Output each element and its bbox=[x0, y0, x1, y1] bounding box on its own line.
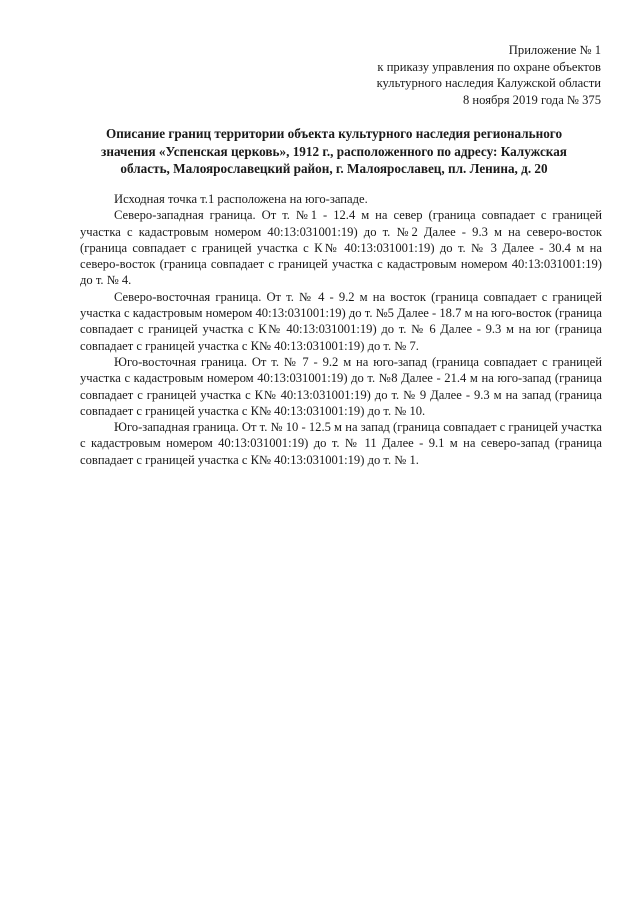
appendix-header bbox=[281, 42, 601, 108]
paragraph-southeast-boundary: Юго-восточная граница. От т. № 7 - 9.2 м на юго-запад (граница совпадает с границей участка с кадастровым номером 40:13:031001:19) до т. №8 Далее - 21.4 м на юго-запад (граница совпадает с границей участка с К№ 40:13:031001:19) до т. № 9 Далее - 9.3 м на запад (граница совпадает с границей участка с К№ 40:13:031001:19) до т. № 10. bbox=[80, 354, 602, 418]
paragraph-southwest-boundary: Юго-западная граница. От т. № 10 - 12.5 м на запад (граница совпадает с границей участка с кадастровым номером 40:13:031001:19) до т. № 11 Далее - 9.1 м на северо-запад (граница совпадает с границей участка с К№ 40:13:031001:19) до т. № 1. bbox=[80, 420, 602, 467]
title-line-3: область, Малоярославецкий район, г. Малоярославец, пл. Ленина, д. 20 bbox=[120, 161, 548, 176]
paragraph-start-point: Исходная точка т.1 расположена на юго-западе. bbox=[114, 192, 368, 206]
document-body bbox=[80, 191, 602, 468]
title-line-1: Описание границ территории объекта культурного наследия регионального bbox=[105, 126, 563, 141]
paragraph-northwest-boundary: Северо-западная граница. От т. №1 - 12.4 м на север (граница совпадает с границей участка с кадастровым номером 40:13:031001:19) до т. №2 Далее - 9.3 м на северо-восток (граница совпадает с границей участка с К№ 40:13:031001:19) до т. № 3 Далее - 30.4 м на северо-восток (граница совпадает с границей участка с кадастровым номером 40:13:031001:19) до т. № 4. bbox=[80, 208, 602, 288]
appendix-order-ref: к приказу управления по охране объектов bbox=[377, 59, 601, 74]
appendix-date-number: 8 ноября 2019 года № 375 bbox=[462, 92, 601, 107]
paragraph-northeast-boundary: Северо-восточная граница. От т. № 4 - 9.2 м на восток (граница совпадает с границей участка с кадастровым номером 40:13:031001:19) до т. №5 Далее - 18.7 м на юго-восток (граница совпадает с границей участка с К№ 40:13:031001:19) до т. № 6 Далее - 9.3 м на юг (граница совпадает с границей участка с К№ 40:13:031001:19) до т. № 7. bbox=[80, 289, 602, 353]
appendix-number: Приложение № 1 bbox=[508, 43, 601, 57]
appendix-authority: культурного наследия Калужской области bbox=[376, 76, 601, 90]
title-line-2: значения «Успенская церковь», 1912 г., расположенного по адресу: Калужская bbox=[101, 143, 567, 159]
document-title bbox=[72, 125, 596, 178]
